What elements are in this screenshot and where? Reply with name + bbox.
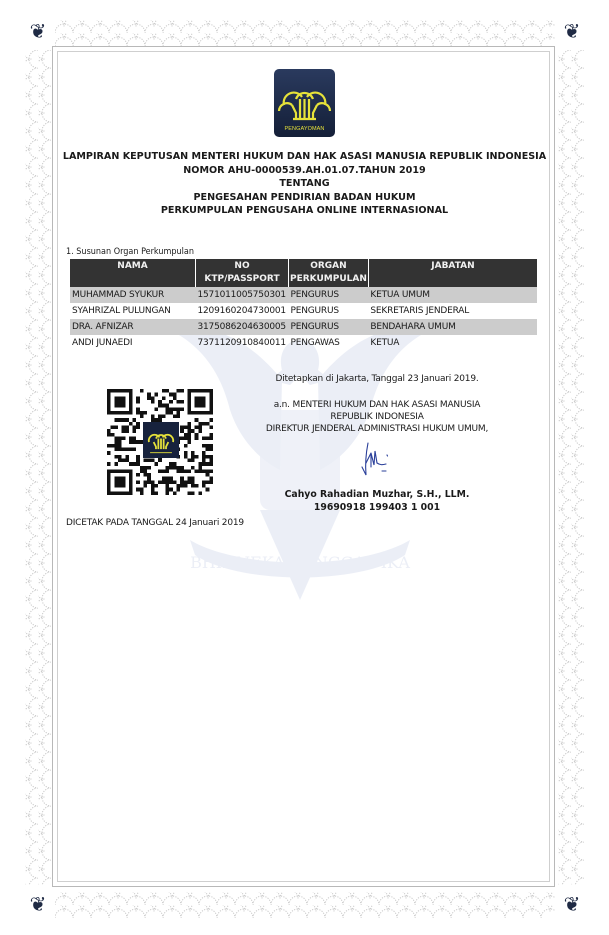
table-row [70, 303, 537, 319]
cell-nama: MUHAMMAD SYUKUR [70, 287, 196, 303]
qr-center-logo [143, 422, 179, 458]
table-row [70, 335, 537, 351]
signer-nip: 19690918 199403 1 001 [313, 502, 441, 513]
cell-nama: SYAHRIZAL PULUNGAN [72, 306, 171, 316]
header-organ [289, 259, 369, 287]
left-scallop-border [25, 50, 51, 885]
section-label: 1. Susunan Organ Perkumpulan [66, 247, 194, 257]
signer-name: Cahyo Rahadian Muzhar, S.H., LLM. [284, 489, 470, 500]
cell-no: 7371120910840011 [197, 338, 286, 348]
heading-line: LAMPIRAN KEPUTUSAN MENTERI HUKUM DAN HAK ASASI MANUSIA REPUBLIK INDONESIA [62, 151, 547, 162]
cell-jabatan: SEKRETARIS JENDERAL [370, 306, 470, 316]
header-organ-line1: ORGAN [310, 261, 347, 271]
document-heading [60, 150, 549, 218]
header-no-ktp [196, 259, 289, 287]
cell-jabatan: KETUA UMUM [368, 287, 537, 303]
cell-no: 1571011005750301 [196, 287, 289, 303]
cell-nama: ANDI JUNAEDI [72, 338, 133, 348]
table-header-row [70, 259, 537, 287]
organization-name: PERKUMPULAN PENGUSAHA ONLINE INTERNASIONAL [160, 205, 449, 216]
table-row [70, 287, 537, 303]
printed-date: DICETAK PADA TANGGAL 24 Januari 2019 [66, 518, 244, 528]
top-scallop-border [55, 20, 555, 46]
corner-ornament-icon: ❦ [563, 19, 581, 43]
cell-organ: PENGURUS [289, 319, 369, 335]
on-behalf-line: a.n. MENTERI HUKUM DAN HAK ASASI MANUSIA [273, 400, 481, 410]
corner-ornament-icon: ❦ [29, 19, 47, 43]
header-nama: NAMA [70, 259, 196, 287]
on-behalf-block [252, 399, 502, 435]
watermark-motto: BHINNEKA TUNGGAL IKA [190, 553, 410, 572]
right-scallop-border [558, 50, 584, 885]
cell-organ: PENGURUS [289, 287, 369, 303]
header-no-line1: NO [234, 261, 250, 271]
corner-ornament-icon: ❦ [563, 892, 581, 916]
cell-no: 1209160204730001 [197, 306, 286, 316]
pengayoman-tree-icon [274, 69, 335, 125]
on-behalf-line: REPUBLIK INDONESIA [330, 412, 424, 422]
on-behalf-line: DIREKTUR JENDERAL ADMINISTRASI HUKUM UMUM, [265, 424, 489, 434]
cell-jabatan: KETUA [370, 338, 400, 348]
logo-caption: PENGAYOMAN [284, 126, 325, 132]
cell-nama: DRA. AFNIZAR [70, 319, 196, 335]
heading-line: TENTANG [279, 178, 330, 189]
organ-table [70, 259, 537, 351]
table-row [70, 319, 537, 335]
pengayoman-logo [274, 69, 335, 137]
header-no-line2: KTP/PASSPORT [204, 274, 280, 284]
place-date: Ditetapkan di Jakarta, Tanggal 23 Januari 2019. [275, 374, 479, 384]
corner-ornament-icon: ❦ [29, 892, 47, 916]
header-organ-line2: PERKUMPULAN [290, 274, 367, 284]
header-jabatan: JABATAN [368, 259, 537, 287]
heading-line: PENGESAHAN PENDIRIAN BADAN HUKUM [193, 191, 416, 203]
cell-jabatan: BENDAHARA UMUM [368, 319, 537, 335]
pengayoman-tree-icon [143, 422, 179, 458]
cell-organ: PENGURUS [290, 306, 339, 316]
signature-image [354, 441, 396, 481]
decree-number: NOMOR AHU-0000539.AH.01.07.TAHUN 2019 [183, 164, 426, 176]
cell-organ: PENGAWAS [290, 338, 340, 348]
bottom-scallop-border [55, 892, 555, 918]
cell-no: 3175086204630005 [196, 319, 289, 335]
